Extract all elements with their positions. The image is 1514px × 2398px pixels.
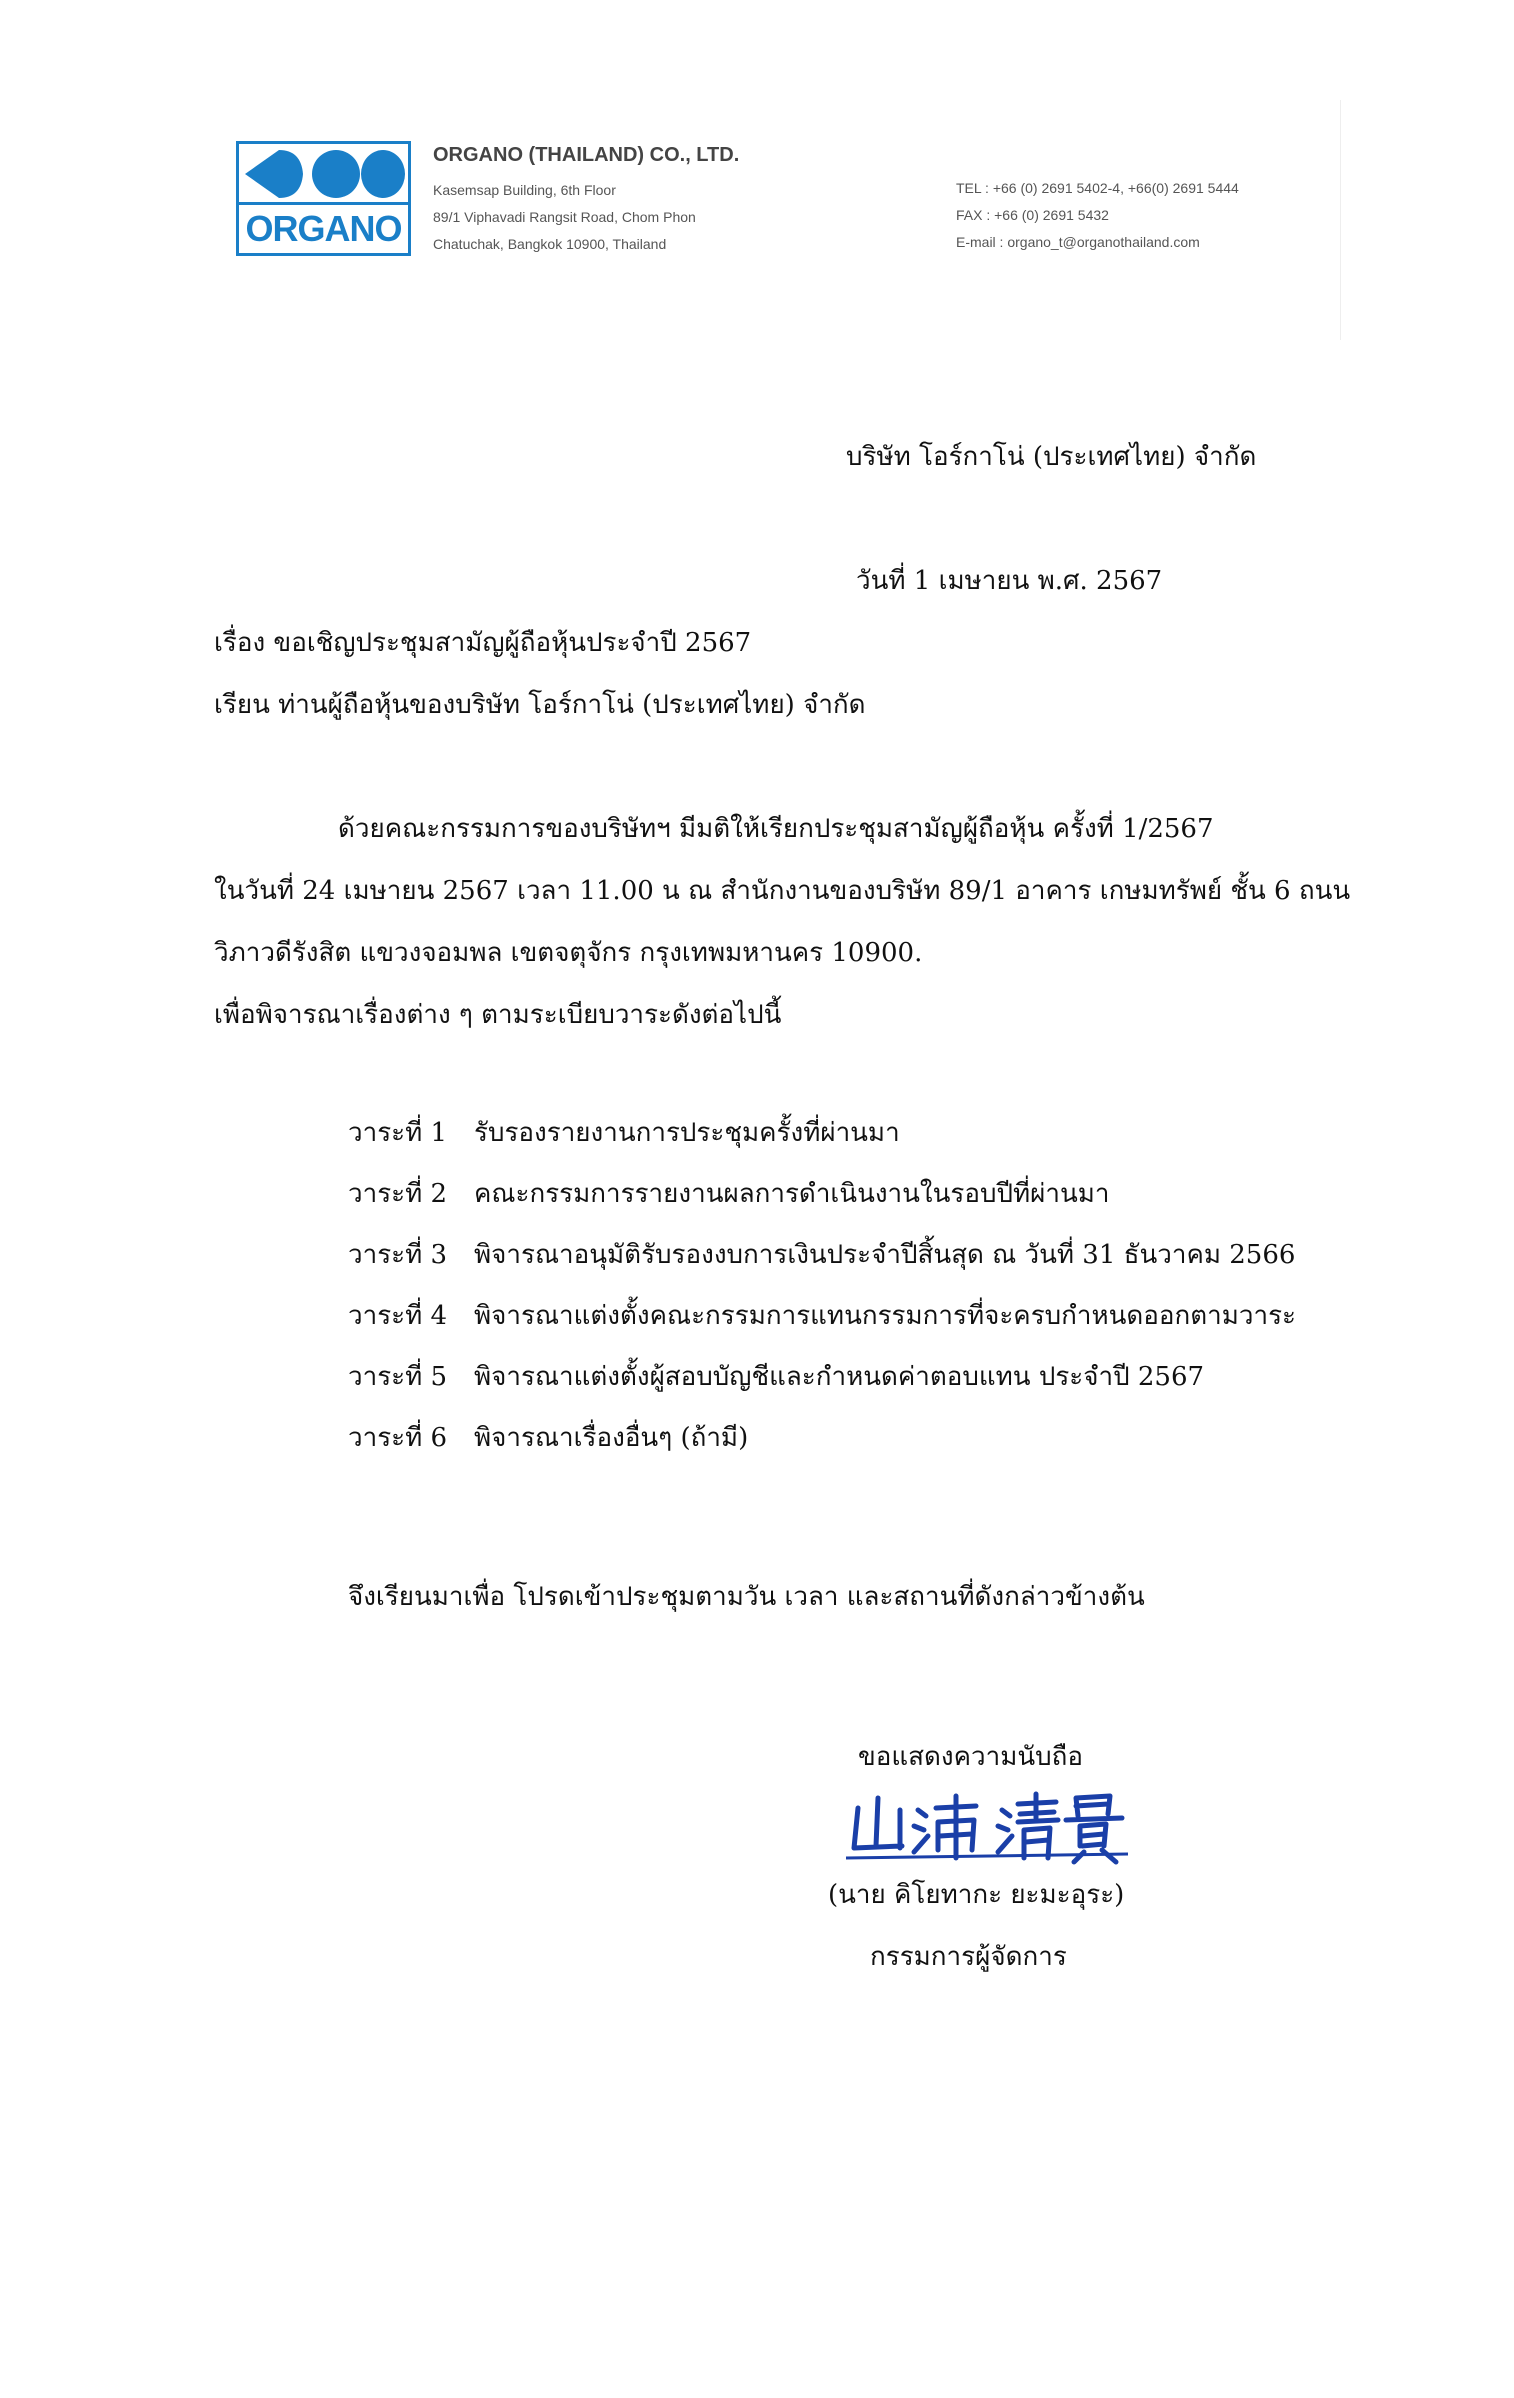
address-line: Kasemsap Building, 6th Floor: [433, 182, 616, 198]
agenda-label: วาระที่ 6: [348, 1423, 448, 1453]
closing-line: จึงเรียนมาเพื่อ โปรดเข้าประชุมตามวัน เวลา และสถานที่ดังกล่าวข้างต้น: [348, 1582, 1145, 1612]
body-line: ด้วยคณะกรรมการของบริษัทฯ มีมติให้เรียกประชุมสามัญผู้ถือหุ้น ครั้งที่ 1/2567: [338, 814, 1214, 844]
margin-line: [1340, 100, 1341, 340]
address-line: 89/1 Viphavadi Rangsit Road, Chom Phon: [433, 209, 696, 225]
logo-text: ORGANO: [245, 208, 402, 249]
agenda-label: วาระที่ 5: [348, 1362, 448, 1392]
agenda-text: พิจารณาอนุมัติรับรองงบการเงินประจำปีสิ้นสุด ณ วันที่ 31 ธันวาคม 2566: [474, 1240, 1296, 1270]
letter-date: วันที่ 1 เมษายน พ.ศ. 2567: [856, 566, 1163, 596]
agenda-text: รับรองรายงานการประชุมครั้งที่ผ่านมา: [474, 1118, 900, 1148]
company-name-en: ORGANO (THAILAND) CO., LTD.: [433, 144, 740, 166]
body-line: วิภาวดีรังสิต แขวงจอมพล เขตจตุจักร กรุงเทพมหานคร 10900.: [214, 938, 923, 968]
agenda-label: วาระที่ 4: [348, 1301, 448, 1331]
address-line: Chatuchak, Bangkok 10900, Thailand: [433, 236, 667, 252]
agenda-label: วาระที่ 1: [348, 1118, 448, 1148]
letter-subject: เรื่อง ขอเชิญประชุมสามัญผู้ถือหุ้นประจำปี 2567: [214, 628, 752, 658]
signatory-name: (นาย คิโยทากะ ยะมะอุระ): [828, 1880, 1125, 1910]
signature-image: [840, 1788, 1130, 1868]
sign-off: ขอแสดงความนับถือ: [858, 1742, 1083, 1772]
signatory-position: กรรมการผู้จัดการ: [870, 1942, 1067, 1972]
body-line: เพื่อพิจารณาเรื่องต่าง ๆ ตามระเบียบวาระดังต่อไปนี้: [214, 1000, 782, 1030]
company-name-thai: บริษัท โอร์กาโน่ (ประเทศไทย) จำกัด: [846, 442, 1257, 472]
contact-tel: TEL : +66 (0) 2691 5402-4, +66(0) 2691 5444: [956, 180, 1239, 196]
contact-fax: FAX : +66 (0) 2691 5432: [956, 207, 1109, 223]
agenda-label: วาระที่ 2: [348, 1179, 448, 1209]
agenda-text: พิจารณาเรื่องอื่นๆ (ถ้ามี): [474, 1423, 749, 1453]
agenda-text: พิจารณาแต่งตั้งผู้สอบบัญชีและกำหนดค่าตอบแทน ประจำปี 2567: [474, 1362, 1205, 1392]
organo-logo: [236, 141, 411, 256]
agenda-text: คณะกรรมการรายงานผลการดำเนินงานในรอบปีที่ผ่านมา: [474, 1179, 1110, 1209]
body-line: ในวันที่ 24 เมษายน 2567 เวลา 11.00 น ณ สำนักงานของบริษัท 89/1 อาคาร เกษมทรัพย์ ชั้น 6 ถนน: [214, 876, 1351, 906]
agenda-label: วาระที่ 3: [348, 1240, 448, 1270]
letter-recipient: เรียน ท่านผู้ถือหุ้นของบริษัท โอร์กาโน่ (ประเทศไทย) จำกัด: [214, 690, 866, 720]
agenda-text: พิจารณาแต่งตั้งคณะกรรมการแทนกรรมการที่จะครบกำหนดออกตามวาระ: [474, 1301, 1297, 1331]
contact-email: E-mail : organo_t@organothailand.com: [956, 234, 1200, 250]
